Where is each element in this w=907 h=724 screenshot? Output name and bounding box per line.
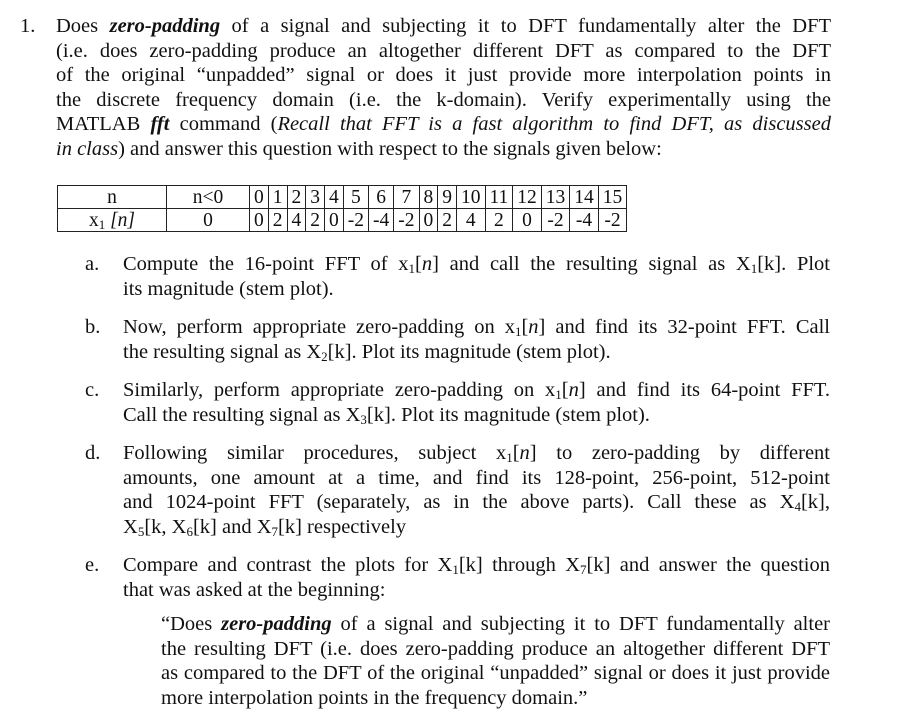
italic-text: Recall that FFT is a fast algorithm to find DFT, as discussed [277,113,831,135]
text-run: [k, X [144,515,187,538]
text-run: that was asked at the beginning: [123,578,386,601]
table-row-x1 [58,209,627,232]
sub-question-line [123,441,830,466]
italic-text: n [421,253,433,275]
text-run: Compare and contrast the plots for X [123,554,453,576]
n-value-cell: 1 [268,186,287,209]
subscript: 1 [555,387,562,402]
subscript: 7 [580,562,587,577]
subscript: 3 [360,411,367,427]
question-line [56,112,831,137]
emphasis-text: fft [150,113,170,135]
quote-line [161,612,830,637]
subscript: 2 [321,348,328,364]
sub-question-label: a. [85,253,100,275]
n-value-cell: 11 [485,186,513,209]
n-value-cell: 0 [250,186,269,209]
x-value-cell: 2 [306,209,325,232]
quote-line [161,637,830,662]
n-value-cell: 15 [598,186,627,209]
italic-text: in class [56,137,119,160]
subscript: 1 [514,324,522,339]
x-value-cell: -4 [369,209,394,232]
text-run: [k]. Plot its magnitude (stem plot). [366,403,650,426]
question-number: 1. [20,15,36,37]
text-run: [k] and answer the question [586,554,830,576]
text-run: ] to zero-padding by different [529,442,830,464]
n-value-cell: 3 [306,186,325,209]
x-value-cell: 0 [419,209,438,232]
n-value-cell: 5 [343,186,368,209]
italic-text: n [519,442,530,464]
text-run: the discrete frequency domain (i.e. the k-domain). Verify experimentally using the [56,88,831,111]
sub-question-line [123,466,830,491]
sub-question-line [123,378,830,403]
x-value-cell: -2 [541,209,570,232]
text-run: Does [56,15,110,37]
sub-question-label: e. [85,554,100,576]
italic-text: n [528,316,539,338]
quote-line [161,686,830,711]
text-run: of the original “unpadded” signal or does it just provide more interpolation points in [56,64,831,86]
text-run: [k], [800,491,830,513]
text-run: [k] through X [458,554,581,576]
sub-question-c [85,378,830,427]
text-run: ] and call the resulting signal as X [432,253,751,275]
quote-line [161,661,830,686]
text-run: of a signal and subjecting it to DFT fundamentally alter [331,613,830,635]
text-run: ] and find its 32-point FFT. Call [538,316,830,338]
quoted-question [123,612,830,710]
text-run: [ [521,316,529,338]
n-value-cell: 10 [457,186,486,209]
text-run: [ [415,253,422,275]
x-value-cell: -2 [598,209,627,232]
text-run: of a signal and subjecting it to DFT fundamentally alter the DFT [220,15,831,37]
x-value-cell: -2 [343,209,368,232]
x-value-cell: 0 [513,209,542,232]
sub-question-line [123,490,830,515]
question-text [56,14,831,161]
subscript: 1 [408,261,416,276]
sub-question-d [85,441,830,539]
text-run: as compared to the DFT of the original “unpadded” signal or does it just provide [161,662,830,684]
x-symbol: x [88,209,99,231]
subscript: 1 [506,450,513,465]
n-value-cell: 7 [394,186,419,209]
text-run: [k] respectively [278,515,407,538]
text-run: ] and find its 64-point FFT. [578,379,830,401]
text-run: command ( [169,113,278,135]
sub-question-line [123,315,830,340]
text-run: MATLAB [56,113,151,135]
x-value-cell: 0 [325,209,344,232]
subscript: 4 [794,499,801,514]
text-run: ) and answer this question with respect to the signals given below: [118,137,662,160]
sub-question-line [123,403,830,428]
x-value-cell: 4 [457,209,486,232]
sub-question-a [85,252,830,301]
text-run: [k]. Plot its magnitude (stem plot). [327,340,611,363]
sub-question-e [85,553,830,710]
n-value-cell: 4 [325,186,344,209]
question-line [56,39,831,64]
text-run: and 1024-point FFT (separately, as in the above parts). Call these as X [123,491,795,513]
subscript: 6 [186,523,193,539]
text-run: [ [561,379,569,401]
sub-question-b [85,315,830,364]
x-value-cell: 2 [438,209,457,232]
question-line [56,137,831,162]
text-run: Similarly, perform appropriate zero-padding on x [123,379,556,401]
emphasis-text: zero-padding [221,613,332,635]
text-run: [k]. Plot [757,253,830,275]
signal-table [57,185,627,232]
text-run: [ [512,442,520,464]
text-run: Now, perform appropriate zero-padding on x [123,316,515,338]
text-run: Following similar procedures, subject x [123,442,507,464]
n-value-cell: 12 [513,186,542,209]
text-run: “Does [161,613,222,635]
sub-question-line [123,277,830,302]
sub-question-line [123,578,830,603]
text-run: Compute the 16-point FFT of x [123,253,409,275]
n-value-cell: 14 [570,186,599,209]
italic-text: n [568,379,579,401]
question-line [56,88,831,113]
text-run: Call the resulting signal as X [123,403,361,426]
subscript: 1 [452,562,459,577]
sub-questions [85,252,830,724]
table-row-n [58,186,627,209]
n-value-cell: 2 [287,186,306,209]
sub-question-line [123,515,830,540]
n-value-cell: 9 [438,186,457,209]
question-line [56,14,831,39]
x-value-cell: 4 [287,209,306,232]
x-value-cell: -2 [394,209,419,232]
x-value-cell: 0 [250,209,269,232]
text-run: the resulting DFT (i.e. does zero-padding produce an altogether different DFT [161,637,830,660]
text-run: amounts, one amount at a time, and find its 128-point, 256-point, 512-point [123,466,830,489]
row-header-x1 [58,209,167,232]
text-run: X [123,515,138,538]
n-value-cell: n<0 [167,186,250,209]
text-run: its magnitude (stem plot). [123,277,334,300]
subscript: 1 [750,261,758,276]
question-line [56,63,831,88]
emphasis-text: zero-padding [109,15,221,37]
x-argument: [n] [110,209,136,231]
x-value-cell: 2 [268,209,287,232]
x-subscript: 1 [98,216,106,232]
text-run: the resulting signal as X [123,340,322,363]
n-value-cell: 13 [541,186,570,209]
subscript: 5 [137,523,145,539]
n-value-cell: 6 [369,186,394,209]
n-value-cell: 8 [419,186,438,209]
text-run: more interpolation points in the frequency domain.” [161,686,588,709]
sub-question-line [123,252,830,277]
sub-question-line [123,340,830,365]
row-header-n: n [58,186,167,209]
x-value-cell: 0 [167,209,250,232]
sub-question-label: c. [85,379,100,401]
subscript: 7 [271,523,279,539]
text-run: [k] and X [192,515,272,538]
x-value-cell: -4 [570,209,599,232]
text-run: (i.e. does zero-padding produce an altogether different DFT as compared to the DFT [56,39,831,62]
sub-question-label: b. [85,316,101,338]
sub-question-label: d. [85,442,101,464]
x-value-cell: 2 [485,209,513,232]
sub-question-line [123,553,830,578]
